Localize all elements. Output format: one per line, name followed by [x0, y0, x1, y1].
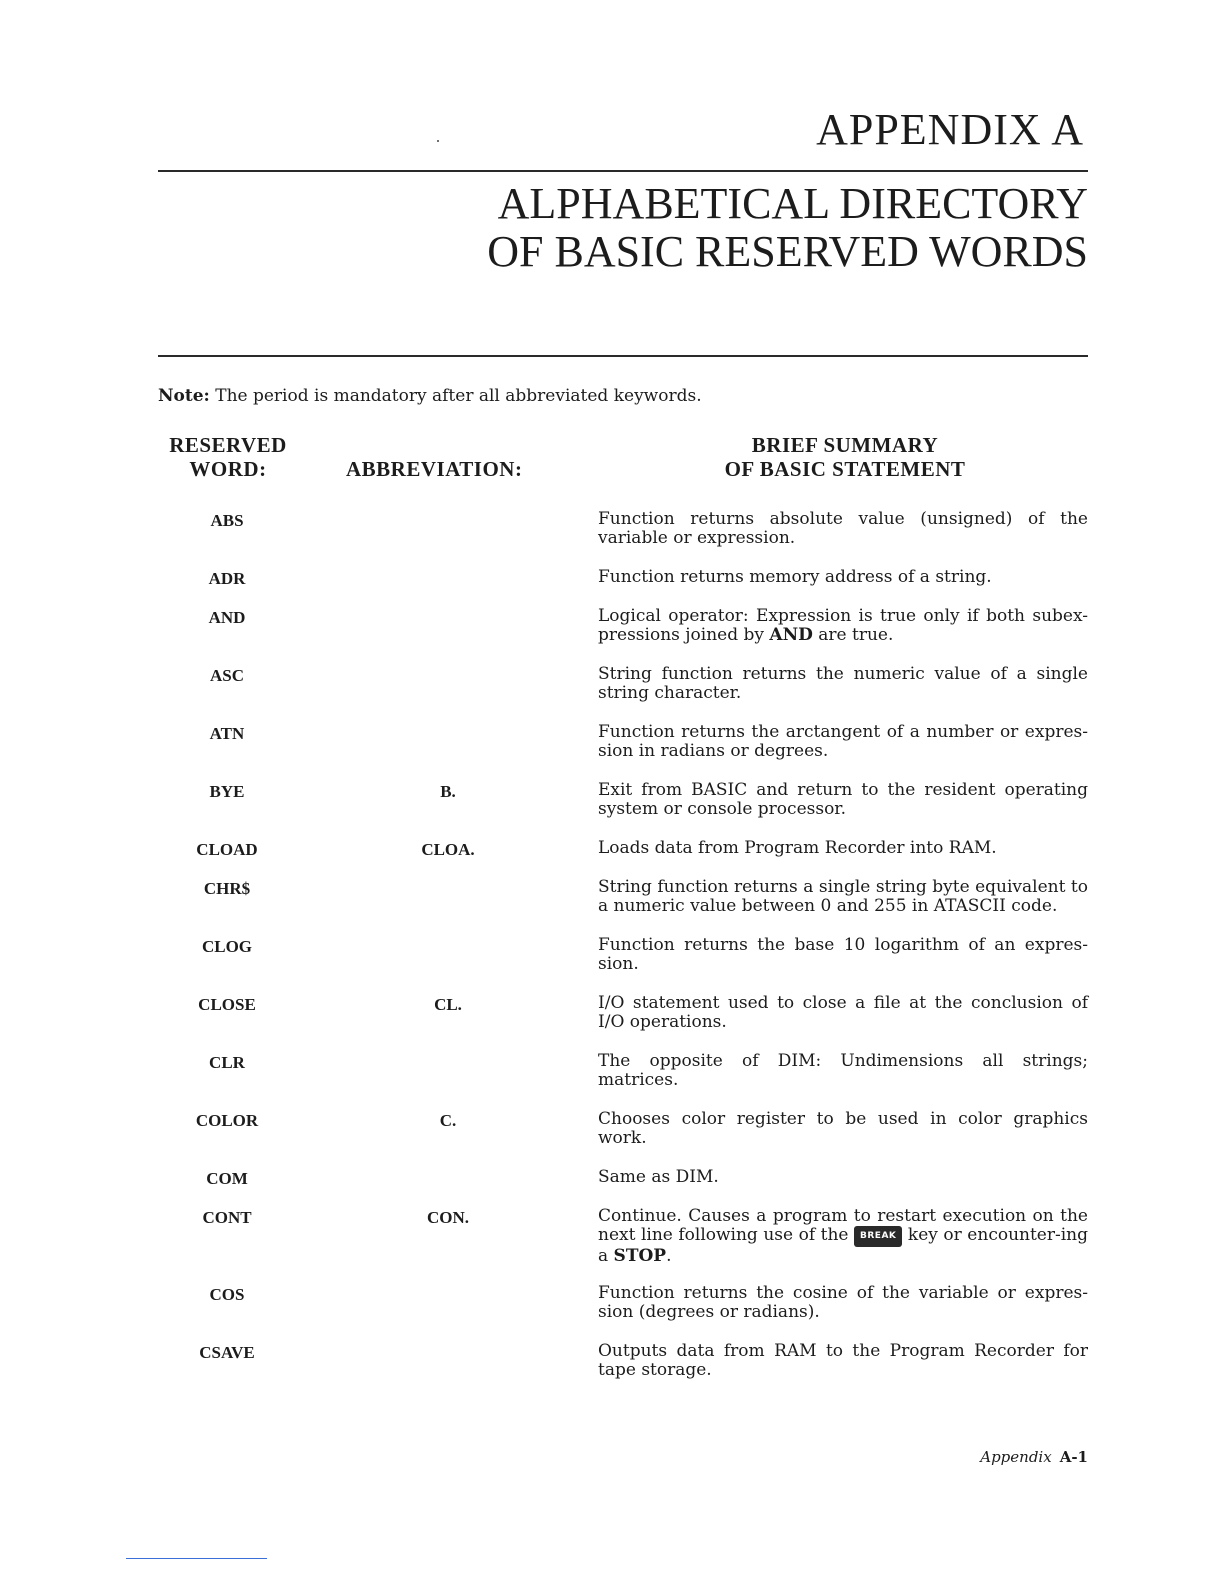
abbreviation: CON.: [426, 1208, 470, 1227]
summary-keyword: STOP: [613, 1246, 667, 1266]
summary: String function returns the numeric value of a single string character.: [598, 664, 1088, 703]
reserved-word: COM: [206, 1169, 248, 1188]
reserved-word: CLOAD: [196, 840, 258, 859]
column-header-summary-line1: BRIEF SUMMARY: [751, 433, 939, 457]
reserved-word: COLOR: [195, 1111, 259, 1130]
top-divider: [158, 170, 1088, 172]
summary: Function returns the arctangent of a number or expres-sion in radians or degrees.: [598, 722, 1088, 761]
summary: [598, 1207, 1088, 1266]
column-header-summary: [700, 433, 990, 481]
break-key-icon: BREAK: [854, 1226, 902, 1247]
summary: Function returns the base 10 logarithm of an expres-sion.: [598, 935, 1088, 974]
summary: The opposite of DIM: Undimensions all strings; matrices.: [598, 1051, 1088, 1090]
summary-text: key or encounter-ing a: [598, 1225, 1088, 1266]
section-divider: [158, 355, 1088, 357]
summary: Outputs data from RAM to the Program Recorder for tape storage.: [598, 1341, 1088, 1380]
reserved-word: CLOG: [201, 937, 253, 956]
reserved-word: ABS: [210, 511, 244, 530]
summary-text: Continue. Causes a program to restart execution on the next line following use of the: [598, 1206, 1088, 1245]
summary: Function returns memory address of a string.: [598, 567, 992, 587]
reserved-word: BYE: [209, 782, 245, 801]
title-line-1: ALPHABETICAL DIRECTORY: [497, 179, 1088, 228]
footer-label: Appendix: [980, 1448, 1052, 1466]
reserved-word: CLOSE: [198, 995, 256, 1014]
reserved-word: CONT: [202, 1208, 252, 1227]
note: [158, 386, 702, 406]
column-header-reserved-line2: WORD:: [189, 457, 267, 481]
summary: Same as DIM.: [598, 1167, 719, 1187]
note-label: Note:: [158, 386, 210, 406]
summary: Function returns absolute value (unsigned) of the variable or expression.: [598, 509, 1088, 548]
summary: [598, 607, 1088, 645]
reserved-word: COS: [209, 1285, 245, 1304]
reserved-word: CSAVE: [199, 1343, 255, 1362]
reserved-word: CHR$: [203, 879, 251, 898]
summary-text: .: [666, 1246, 672, 1266]
abbreviation: C.: [439, 1111, 457, 1130]
summary: I/O statement used to close a file at the conclusion of I/O operations.: [598, 993, 1088, 1032]
summary: Chooses color register to be used in color graphics work.: [598, 1109, 1088, 1148]
summary-text: Logical operator: Expression is true only if both subex-pressions joined by: [598, 606, 1088, 645]
page-title: [487, 180, 1088, 276]
summary-text: are true.: [812, 625, 894, 645]
reserved-word: ATN: [209, 724, 245, 743]
title-line-2: OF BASIC RESERVED WORDS: [487, 227, 1088, 276]
summary: Loads data from Program Recorder into RAM.: [598, 838, 997, 858]
page-footer: [980, 1448, 1088, 1466]
column-header-reserved-line1: RESERVED: [169, 433, 287, 457]
summary: String function returns a single string byte equivalent to a numeric value between 0 and 255 in ATASCII code.: [598, 877, 1088, 916]
column-header-summary-line2: OF BASIC STATEMENT: [724, 457, 966, 481]
abbreviation: CL.: [434, 995, 462, 1014]
appendix-label: APPENDIX A: [816, 105, 1084, 154]
reserved-word: ASC: [209, 666, 244, 685]
scan-speck: [437, 140, 439, 142]
reserved-word: ADR: [208, 569, 246, 588]
link-underline[interactable]: [126, 1558, 267, 1559]
abbreviation: CLOA.: [421, 840, 475, 859]
reserved-word: AND: [208, 608, 246, 627]
column-header-abbreviation: ABBREVIATION:: [346, 457, 523, 481]
page-number: A-1: [1059, 1448, 1088, 1466]
summary: Function returns the cosine of the variable or expres-sion (degrees or radians).: [598, 1283, 1088, 1322]
reserved-word: CLR: [209, 1053, 245, 1072]
abbreviation: B.: [440, 782, 456, 801]
summary-keyword: AND: [769, 625, 813, 645]
note-text: The period is mandatory after all abbreviated keywords.: [215, 386, 702, 406]
summary: Exit from BASIC and return to the resident operating system or console processor.: [598, 780, 1088, 819]
column-header-reserved-word: [158, 433, 298, 481]
